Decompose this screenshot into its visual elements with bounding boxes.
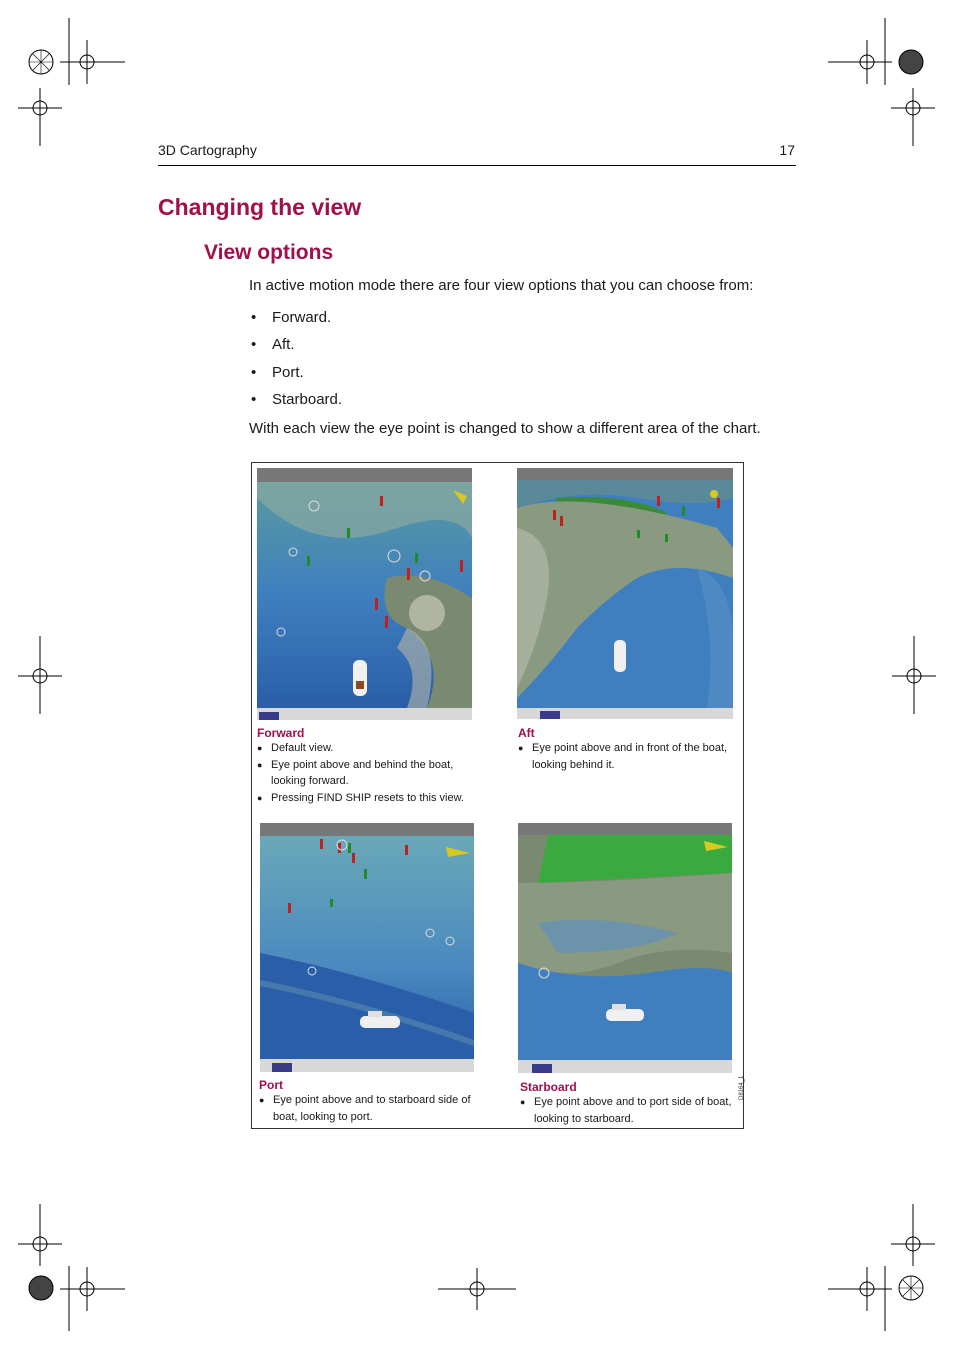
list-item: ● Eye point above and in front of the boat, looking behind it. <box>518 740 734 773</box>
figure-id: D8164_1 <box>739 1075 745 1100</box>
section-title: View options <box>204 241 334 264</box>
intro-paragraph: In active motion mode there are four view options that you can choose from: <box>249 277 754 294</box>
aft-bullets <box>518 740 734 773</box>
port-bullets <box>259 1092 474 1125</box>
crop-mark-mid-left-icon <box>0 630 80 720</box>
crop-mark-bottom-right-icon <box>814 1200 954 1351</box>
list-item: • Aft. <box>249 336 342 363</box>
closing-paragraph: With each view the eye point is changed to show a different area of the chart. <box>249 420 761 437</box>
list-item: • Forward. <box>249 309 342 336</box>
forward-caption <box>257 726 472 806</box>
list-item: • Starboard. <box>249 391 342 418</box>
list-item: ● Eye point above and to starboard side of boat, looking to port. <box>259 1092 474 1125</box>
panel-title: Starboard <box>520 1080 577 1094</box>
list-item: ● Default view. <box>257 740 472 757</box>
crop-mark-mid-right-icon <box>874 630 954 720</box>
starboard-caption <box>520 1080 735 1127</box>
running-header-section: 3D Cartography <box>158 142 257 158</box>
list-item: ● Eye point above and behind the boat, looking forward. <box>257 757 472 790</box>
list-item: • Port. <box>249 364 342 391</box>
page-number: 17 <box>779 142 795 158</box>
page-title: Changing the view <box>158 194 362 220</box>
port-view-screenshot <box>260 823 474 1072</box>
aft-view-screenshot <box>517 468 733 719</box>
crop-mark-top-right-icon <box>814 0 954 150</box>
starboard-bullets <box>520 1094 735 1127</box>
crop-mark-bottom-left-icon <box>0 1200 140 1351</box>
forward-bullets <box>257 740 472 806</box>
crop-mark-top-left-icon <box>0 0 140 150</box>
starboard-view-screenshot <box>518 823 732 1073</box>
header-divider <box>158 165 796 166</box>
port-caption <box>259 1078 474 1125</box>
aft-caption <box>518 726 734 773</box>
panel-title: Aft <box>518 726 535 740</box>
crop-mark-bottom-center-icon <box>430 1260 525 1340</box>
panel-title: Port <box>259 1078 283 1092</box>
view-options-list <box>249 309 342 418</box>
panel-title: Forward <box>257 726 305 740</box>
list-item: ● Eye point above and to port side of boat, looking to starboard. <box>520 1094 735 1127</box>
list-item: ● Pressing FIND SHIP resets to this view. <box>257 790 472 807</box>
forward-view-screenshot <box>257 468 472 720</box>
